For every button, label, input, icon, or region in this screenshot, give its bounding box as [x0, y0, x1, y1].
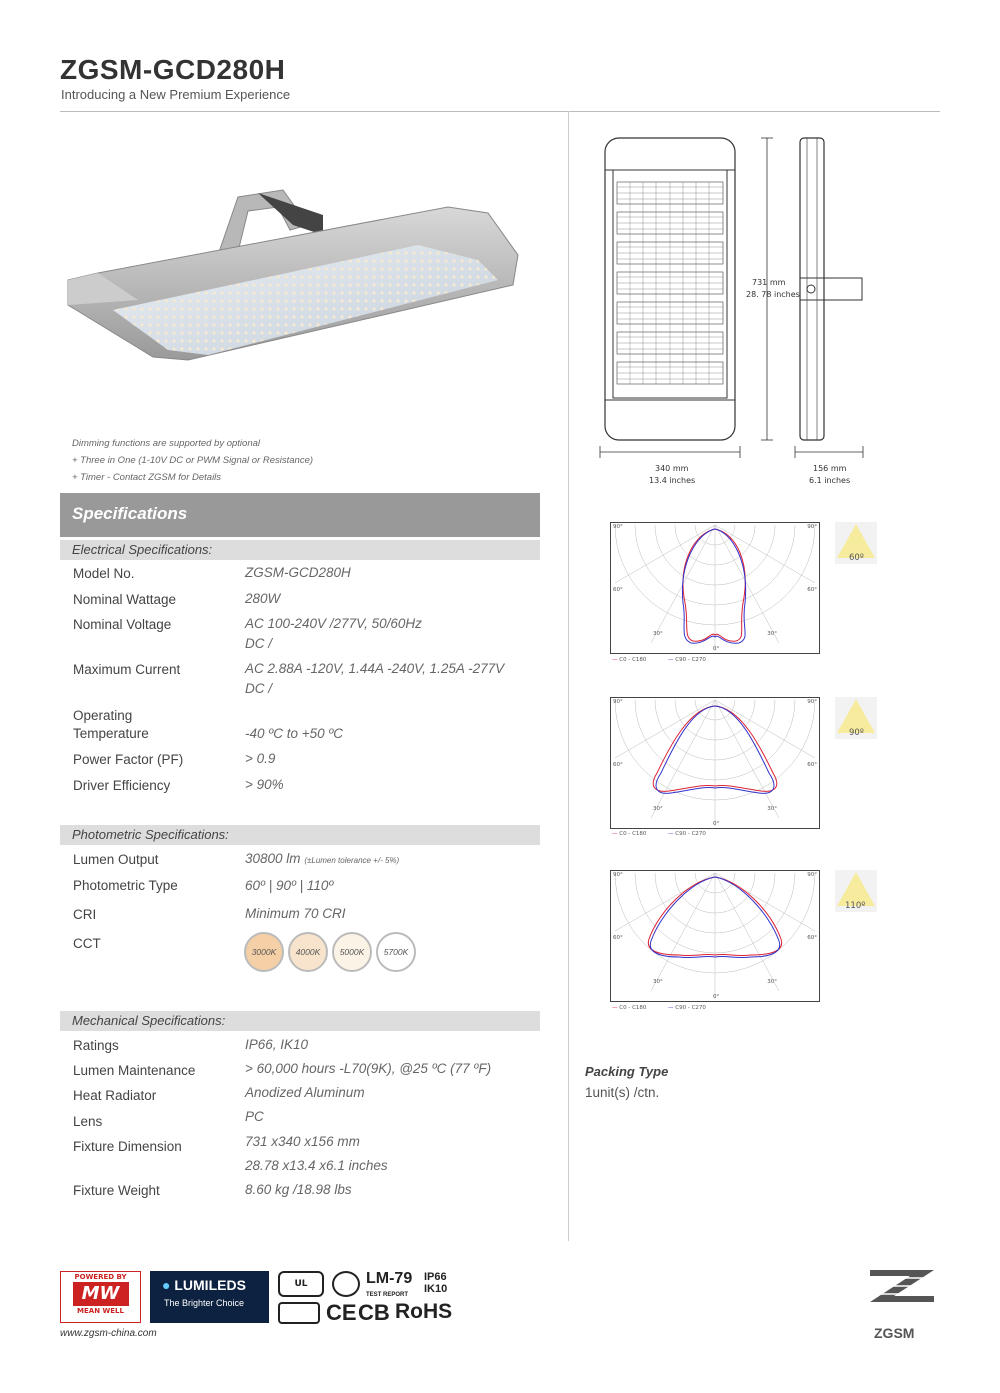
ul-logo: UL [278, 1271, 324, 1297]
spec-label: Nominal Voltage [73, 617, 172, 632]
spec-value: -40 ºC to +50 ºC [245, 726, 344, 741]
spec-label: Heat Radiator [73, 1088, 157, 1103]
header-divider [60, 111, 940, 112]
legend-c90: — C90 - C270 [668, 657, 706, 663]
height-mm: 731 mm [752, 278, 786, 287]
dimming-note: Dimming functions are supported by optional [72, 438, 260, 449]
dimming-option-1: + Three in One (1-10V DC or PWM Signal or Resistance) [72, 455, 314, 466]
polar-tick: 90° [613, 524, 623, 530]
spec-label: Model No. [73, 566, 135, 581]
spec-value: PC [245, 1109, 264, 1124]
spec-label: Temperature [73, 726, 149, 741]
page-subtitle: Introducing a New Premium Experience [61, 87, 291, 102]
spec-value: > 90% [245, 777, 284, 792]
polar-tick: 30° [767, 806, 777, 812]
polar-tick: 60° [807, 587, 817, 593]
spec-value: AC 100-240V /277V, 50/60Hz [245, 616, 422, 631]
spec-label: Fixture Weight [73, 1183, 160, 1198]
dimension-drawing [595, 130, 875, 490]
spec-label: CCT [73, 936, 101, 951]
meanwell-logo: POWERED BY MW MEAN WELL [60, 1271, 141, 1323]
depth-mm: 156 mm [813, 464, 847, 473]
legend-c90: — C90 - C270 [668, 1005, 706, 1011]
website-link[interactable]: www.zgsm-china.com [60, 1328, 157, 1339]
dlc-logo [278, 1302, 320, 1324]
spec-value: Minimum 70 CRI [245, 906, 346, 921]
polar-tick: 90° [613, 699, 623, 705]
cb-logo: CB [358, 1300, 390, 1325]
spec-value: DC / [245, 636, 272, 651]
polar-tick: 60° [613, 587, 623, 593]
lumileds-logo: ● LUMILEDS The Brighter Choice [150, 1271, 269, 1323]
rohs-logo: RoHS [395, 1300, 453, 1323]
ip-ik-logo: IP66 IK10 [424, 1271, 448, 1295]
spec-value: IP66, IK10 [245, 1037, 309, 1052]
cct-5000k: 5000K [332, 932, 372, 972]
spec-label: Nominal Wattage [73, 592, 177, 607]
legend-c0: — C0 - C180 [612, 1005, 647, 1011]
spec-value: 8.60 kg /18.98 lbs [245, 1182, 352, 1197]
spec-label: Power Factor (PF) [73, 752, 184, 767]
spec-value: > 60,000 hours -L70(9K), @25 ºC (77 ºF) [245, 1061, 492, 1076]
spec-label: Fixture Dimension [73, 1139, 182, 1154]
spec-label: Lumen Output [73, 852, 159, 867]
spec-value: > 0.9 [245, 751, 276, 766]
spec-label: Ratings [73, 1038, 119, 1053]
polar-tick: 30° [767, 631, 777, 637]
width-mm: 340 mm [655, 464, 689, 473]
width-in: 13.4 inches [649, 476, 696, 485]
spec-label: Maximum Current [73, 662, 181, 677]
spec-value: AC 2.88A -120V, 1.44A -240V, 1.25A -277V [245, 661, 505, 676]
spec-value: Anodized Aluminum [245, 1085, 365, 1100]
spec-value: 60º | 90º | 110º [245, 878, 334, 893]
specifications-header: Specifications [60, 493, 540, 537]
spec-label: Lumen Maintenance [73, 1063, 196, 1078]
zgsm-logo-mark [864, 1266, 940, 1326]
polar-chart-110 [610, 870, 820, 1002]
spec-label: Photometric Type [73, 878, 178, 893]
polar-tick: 60° [613, 762, 623, 768]
product-image [58, 185, 528, 370]
beam-110-label: 110º [845, 901, 866, 911]
polar-tick: 0° [713, 646, 720, 652]
zgsm-logo-text: ZGSM [874, 1325, 915, 1341]
polar-tick: 60° [807, 935, 817, 941]
polar-tick: 90° [807, 872, 817, 878]
photometric-section-title: Photometric Specifications: [60, 825, 540, 845]
spec-label: Operating [73, 708, 133, 723]
spec-value: ZGSM-GCD280H [245, 565, 351, 580]
polar-tick: 60° [807, 762, 817, 768]
polar-tick: 90° [613, 872, 623, 878]
spec-value: 28.78 x13.4 x6.1 inches [245, 1158, 388, 1173]
electrical-section-title: Electrical Specifications: [60, 540, 540, 560]
polar-chart-90 [610, 697, 820, 829]
column-divider [568, 111, 569, 1241]
lm79-logo: LM-79 TEST REPORT [366, 1270, 413, 1298]
beam-90-label: 90º [849, 728, 864, 738]
spec-value: 731 x340 x156 mm [245, 1134, 360, 1149]
legend-c0: — C0 - C180 [612, 831, 647, 837]
polar-tick: 0° [713, 994, 720, 1000]
cct-5700k: 5700K [376, 932, 416, 972]
page-title: ZGSM-GCD280H [60, 54, 286, 85]
depth-in: 6.1 inches [809, 476, 851, 485]
spec-value: 30800 lm (±Lumen tolerance +/- 5%) [245, 851, 400, 866]
legend-c90: — C90 - C270 [668, 831, 706, 837]
spec-label: Driver Efficiency [73, 778, 171, 793]
polar-tick: 0° [713, 821, 720, 827]
polar-tick: 60° [613, 935, 623, 941]
packing-title: Packing Type [585, 1064, 669, 1079]
packing-value: 1unit(s) /ctn. [585, 1085, 660, 1100]
cct-4000k: 4000K [288, 932, 328, 972]
cct-3000k: 3000K [244, 932, 284, 972]
legend-c0: — C0 - C180 [612, 657, 647, 663]
polar-tick: 30° [767, 979, 777, 985]
polar-tick: 30° [653, 979, 663, 985]
mechanical-section-title: Mechanical Specifications: [60, 1011, 540, 1031]
spec-value: DC / [245, 681, 272, 696]
spec-label: CRI [73, 907, 97, 922]
polar-tick: 30° [653, 806, 663, 812]
height-in: 28. 78 inches [746, 290, 800, 299]
polar-tick: 30° [653, 631, 663, 637]
polar-tick: 90° [807, 524, 817, 530]
dimming-option-2: + Timer - Contact ZGSM for Details [72, 472, 222, 483]
spec-label: Lens [73, 1114, 103, 1129]
beam-60-label: 60º [849, 553, 864, 563]
ietl-logo [332, 1271, 360, 1297]
spec-value: 280W [245, 591, 281, 606]
polar-tick: 90° [807, 699, 817, 705]
ce-logo: CE [326, 1300, 357, 1325]
polar-chart-60 [610, 522, 820, 654]
